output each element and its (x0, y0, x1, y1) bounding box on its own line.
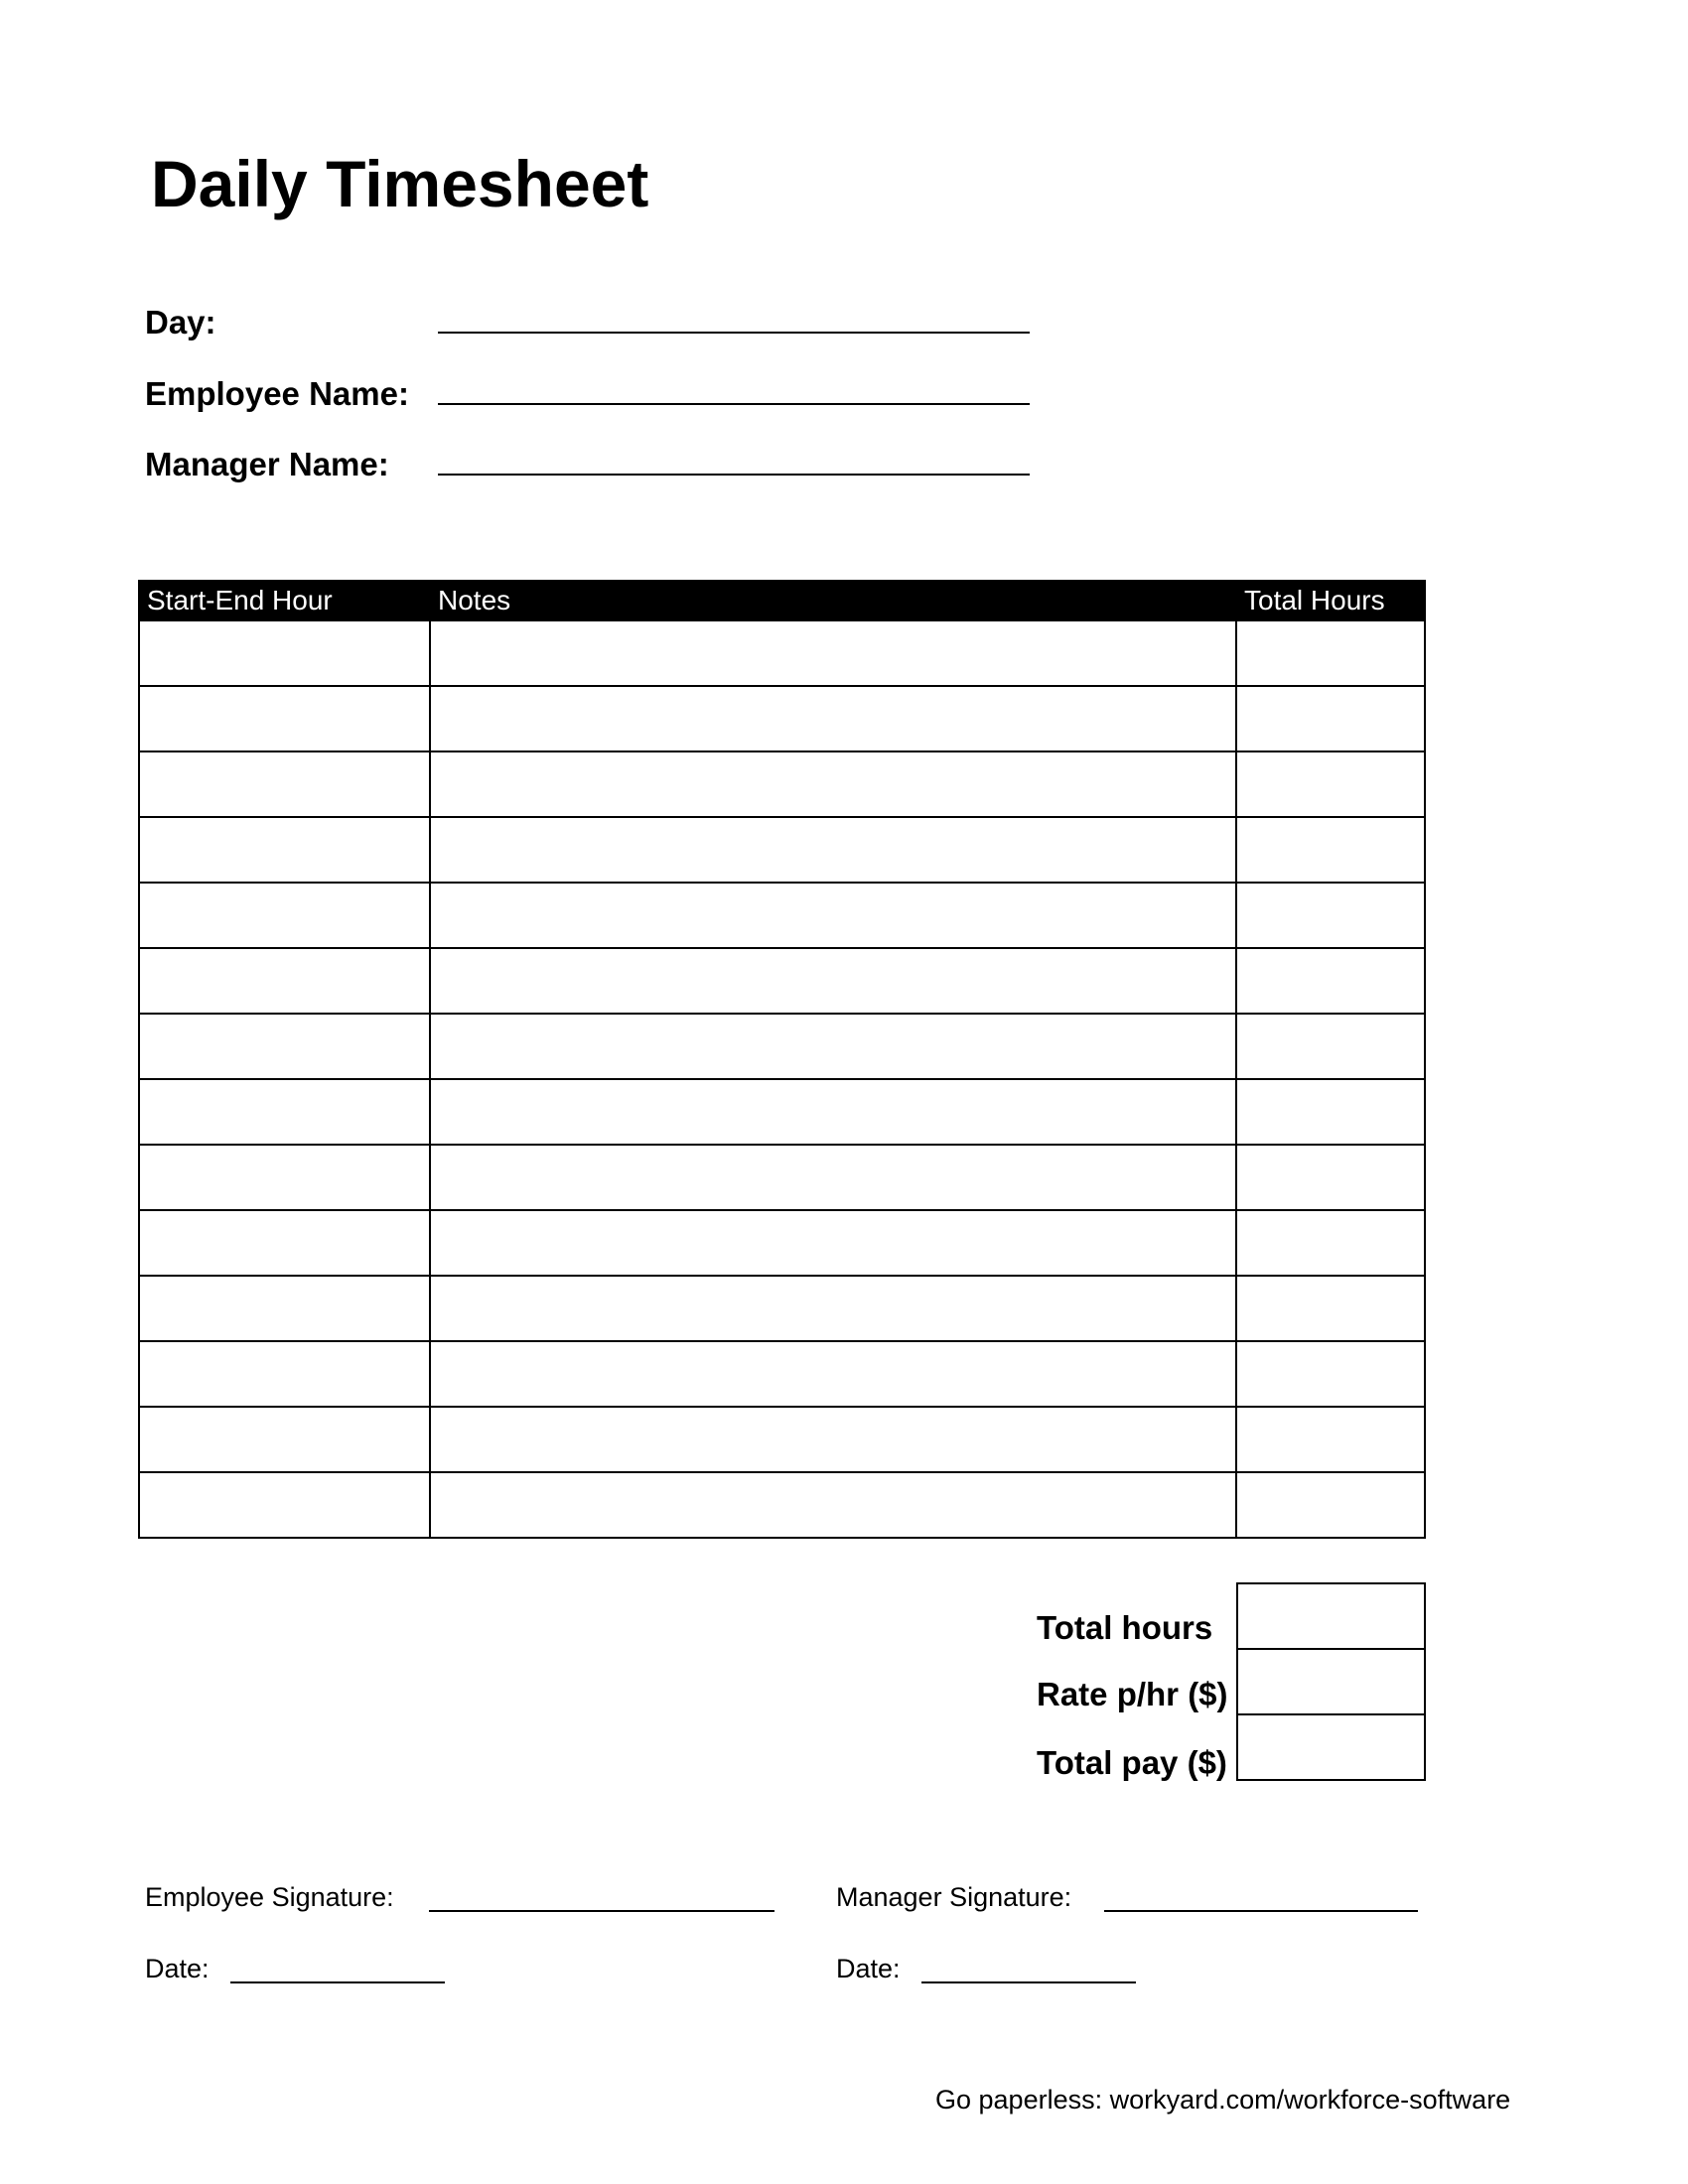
table-row (139, 1210, 1425, 1276)
column-header-total-hours: Total Hours (1236, 581, 1425, 620)
notes-cell[interactable] (430, 817, 1236, 883)
start-end-hour-cell[interactable] (139, 620, 430, 686)
notes-cell[interactable] (430, 1341, 1236, 1407)
total-pay-field[interactable] (1236, 1713, 1426, 1781)
total-hours-cell[interactable] (1236, 1472, 1425, 1538)
rate-label: Rate p/hr ($) (1037, 1676, 1228, 1712)
table-row (139, 686, 1425, 751)
start-end-hour-cell[interactable] (139, 1276, 430, 1341)
manager-name-label: Manager Name: (145, 446, 389, 482)
total-hours-cell[interactable] (1236, 620, 1425, 686)
employee-name-field[interactable] (438, 403, 1030, 405)
employee-signature-label: Employee Signature: (145, 1882, 394, 1912)
table-row (139, 817, 1425, 883)
employee-date-field[interactable] (230, 1981, 445, 1983)
rate-field[interactable] (1236, 1648, 1426, 1715)
table-row (139, 1341, 1425, 1407)
table-row (139, 751, 1425, 817)
total-hours-cell[interactable] (1236, 948, 1425, 1014)
start-end-hour-cell[interactable] (139, 1472, 430, 1538)
table-row (139, 1407, 1425, 1472)
notes-cell[interactable] (430, 883, 1236, 948)
page-title: Daily Timesheet (151, 147, 649, 220)
total-hours-cell[interactable] (1236, 1407, 1425, 1472)
start-end-hour-cell[interactable] (139, 883, 430, 948)
total-hours-cell[interactable] (1236, 1341, 1425, 1407)
footer-text: Go paperless: workyard.com/workforce-software (935, 2085, 1511, 2115)
table-row (139, 1014, 1425, 1079)
total-hours-cell[interactable] (1236, 1014, 1425, 1079)
manager-date-label: Date: (836, 1954, 901, 1983)
manager-name-field[interactable] (438, 474, 1030, 476)
total-hours-cell[interactable] (1236, 1276, 1425, 1341)
start-end-hour-cell[interactable] (139, 1014, 430, 1079)
notes-cell[interactable] (430, 1014, 1236, 1079)
start-end-hour-cell[interactable] (139, 948, 430, 1014)
column-header-start-end-hour: Start-End Hour (139, 581, 430, 620)
table-row (139, 948, 1425, 1014)
notes-cell[interactable] (430, 1276, 1236, 1341)
manager-date-field[interactable] (921, 1981, 1136, 1983)
table-row (139, 883, 1425, 948)
day-label: Day: (145, 304, 216, 341)
timesheet-table (138, 580, 1426, 1539)
total-hours-cell[interactable] (1236, 686, 1425, 751)
employee-date-label: Date: (145, 1954, 210, 1983)
table-row (139, 1079, 1425, 1145)
notes-cell[interactable] (430, 620, 1236, 686)
start-end-hour-cell[interactable] (139, 686, 430, 751)
notes-cell[interactable] (430, 686, 1236, 751)
table-row (139, 1276, 1425, 1341)
table-header-row (139, 581, 1425, 620)
start-end-hour-cell[interactable] (139, 1210, 430, 1276)
start-end-hour-cell[interactable] (139, 751, 430, 817)
notes-cell[interactable] (430, 1210, 1236, 1276)
start-end-hour-cell[interactable] (139, 1079, 430, 1145)
employee-signature-field[interactable] (429, 1910, 774, 1912)
notes-cell[interactable] (430, 948, 1236, 1014)
notes-cell[interactable] (430, 1407, 1236, 1472)
employee-name-label: Employee Name: (145, 375, 409, 412)
notes-cell[interactable] (430, 1079, 1236, 1145)
total-hours-cell[interactable] (1236, 817, 1425, 883)
total-hours-label: Total hours (1037, 1609, 1213, 1646)
notes-cell[interactable] (430, 751, 1236, 817)
total-hours-cell[interactable] (1236, 1145, 1425, 1210)
table-row (139, 620, 1425, 686)
day-field[interactable] (438, 332, 1030, 334)
start-end-hour-cell[interactable] (139, 1407, 430, 1472)
manager-signature-field[interactable] (1104, 1910, 1418, 1912)
manager-signature-label: Manager Signature: (836, 1882, 1072, 1912)
total-hours-cell[interactable] (1236, 883, 1425, 948)
total-hours-cell[interactable] (1236, 1210, 1425, 1276)
table-body (139, 620, 1425, 1538)
start-end-hour-cell[interactable] (139, 1341, 430, 1407)
total-hours-field[interactable] (1236, 1582, 1426, 1650)
start-end-hour-cell[interactable] (139, 1145, 430, 1210)
table-row (139, 1145, 1425, 1210)
notes-cell[interactable] (430, 1145, 1236, 1210)
start-end-hour-cell[interactable] (139, 817, 430, 883)
total-pay-label: Total pay ($) (1037, 1744, 1227, 1781)
column-header-notes: Notes (430, 581, 1236, 620)
table-row (139, 1472, 1425, 1538)
total-hours-cell[interactable] (1236, 1079, 1425, 1145)
notes-cell[interactable] (430, 1472, 1236, 1538)
total-hours-cell[interactable] (1236, 751, 1425, 817)
